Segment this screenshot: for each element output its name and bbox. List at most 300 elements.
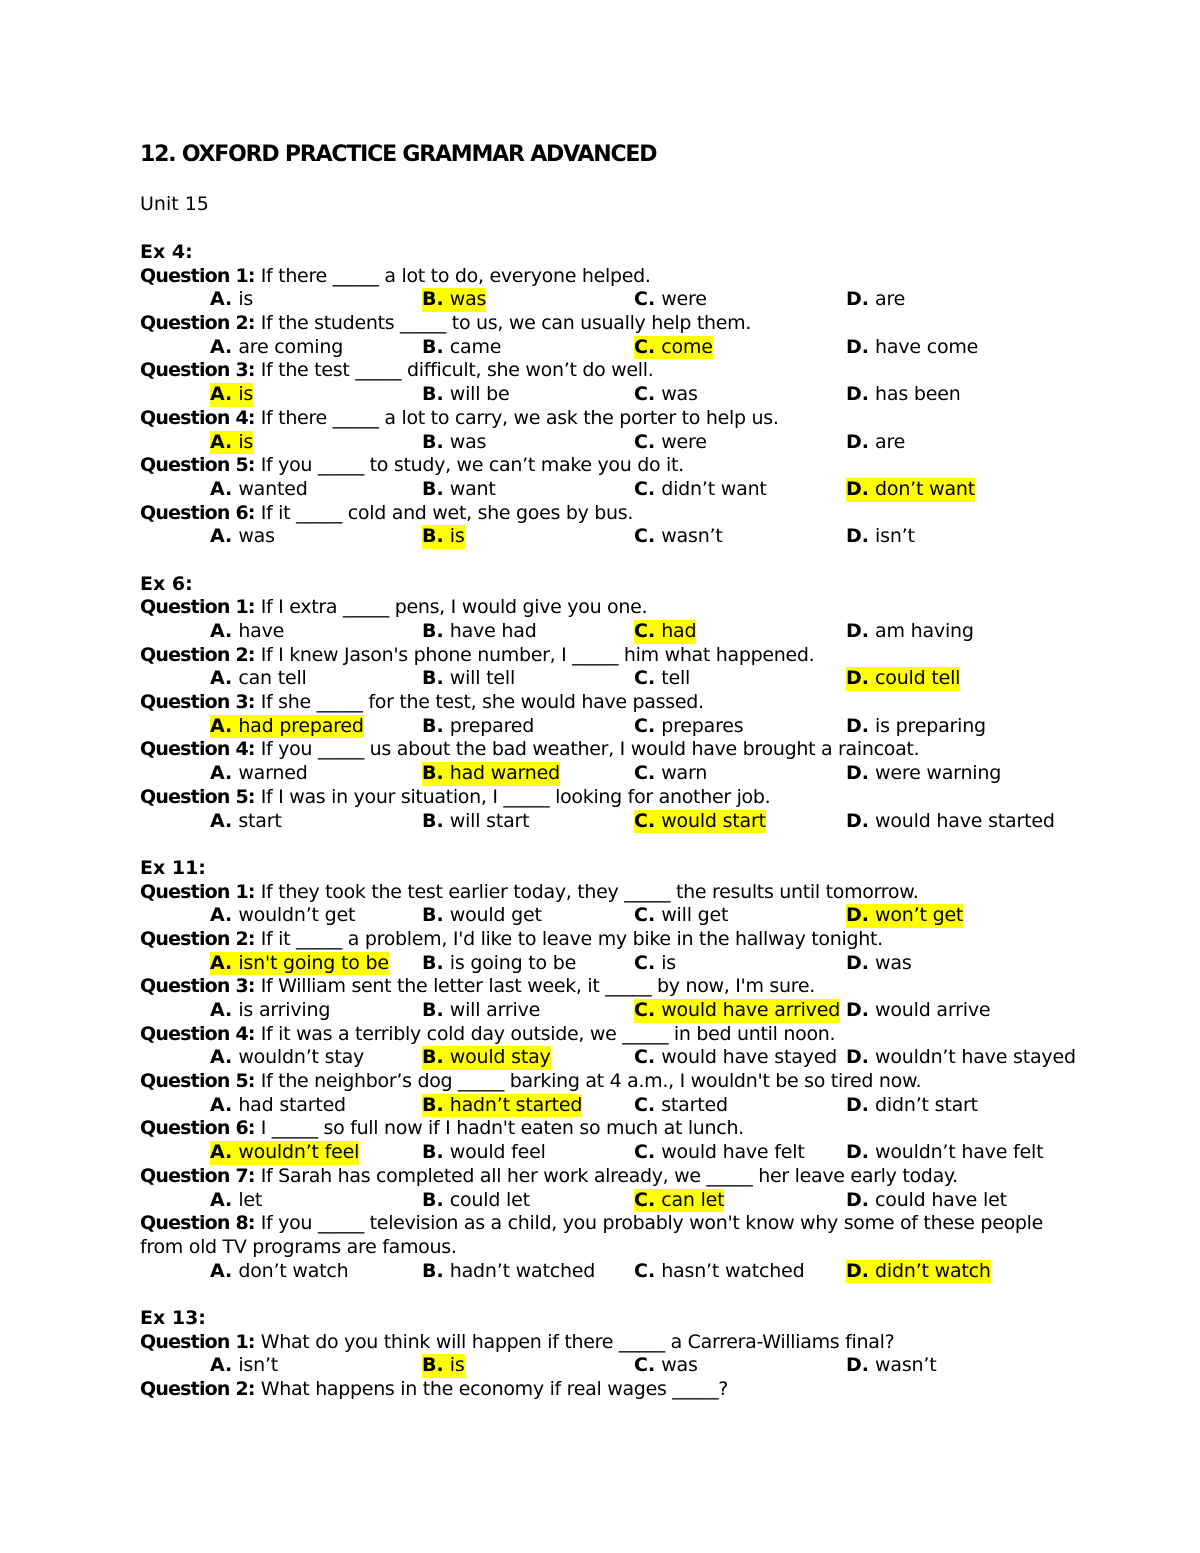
option-letter: C. bbox=[634, 1093, 656, 1116]
question-text: If she _____ for the test, she would have passed. bbox=[260, 691, 704, 714]
answer-option-correct bbox=[634, 810, 766, 834]
option-text: prepares bbox=[661, 714, 744, 737]
answer-option-correct bbox=[422, 1046, 551, 1070]
answer-options bbox=[140, 1189, 1060, 1213]
option-text: don’t want bbox=[875, 477, 975, 500]
answer-options bbox=[140, 525, 1060, 549]
question-label: Question 7: bbox=[140, 1164, 255, 1187]
option-letter: C. bbox=[634, 383, 656, 406]
option-letter: A. bbox=[210, 714, 233, 737]
exercise-label: Ex 4: bbox=[140, 241, 193, 263]
answer-option bbox=[846, 1046, 1076, 1070]
answer-option bbox=[422, 336, 501, 360]
answer-option bbox=[634, 762, 707, 786]
option-letter: B. bbox=[422, 1188, 444, 1211]
option-letter: B. bbox=[422, 809, 444, 832]
option-text: was bbox=[449, 288, 487, 311]
answer-option-correct bbox=[210, 715, 364, 739]
question-text: If the neighbor’s dog _____ barking at 4 a.m., I wouldn't be so tired now. bbox=[260, 1070, 922, 1093]
option-letter: C. bbox=[634, 951, 656, 974]
option-letter: D. bbox=[846, 1259, 869, 1282]
option-letter: A. bbox=[210, 1259, 233, 1282]
option-letter: A. bbox=[210, 667, 233, 690]
option-text: is bbox=[238, 383, 254, 406]
answer-option-correct bbox=[634, 999, 840, 1023]
question-text: If there _____ a lot to do, everyone helped. bbox=[260, 264, 651, 287]
answer-options bbox=[140, 715, 1060, 739]
option-text: will arrive bbox=[449, 999, 541, 1021]
question-stem bbox=[140, 786, 1060, 810]
answer-option bbox=[634, 288, 707, 312]
question-label: Question 5: bbox=[140, 454, 255, 477]
option-letter: A. bbox=[210, 1141, 233, 1164]
option-letter: D. bbox=[846, 430, 869, 453]
option-letter: D. bbox=[846, 951, 869, 974]
answer-option bbox=[210, 336, 343, 360]
answer-options bbox=[140, 1046, 1076, 1070]
answer-option bbox=[634, 478, 767, 502]
answer-option-correct bbox=[634, 336, 713, 360]
question-stem bbox=[140, 644, 1060, 668]
option-text: is preparing bbox=[875, 714, 986, 737]
answer-option bbox=[210, 1354, 278, 1378]
option-letter: B. bbox=[422, 288, 444, 311]
option-text: can let bbox=[661, 1188, 725, 1211]
option-letter: B. bbox=[422, 477, 444, 500]
answer-option bbox=[846, 431, 905, 455]
question-stem bbox=[140, 454, 1060, 478]
question-stem bbox=[140, 265, 1060, 289]
answer-option bbox=[422, 715, 534, 739]
answer-option bbox=[422, 383, 510, 407]
option-letter: B. bbox=[422, 1354, 444, 1377]
option-letter: A. bbox=[210, 999, 233, 1021]
option-letter: C. bbox=[634, 1046, 656, 1069]
option-text: could let bbox=[449, 1188, 530, 1211]
option-letter: A. bbox=[210, 1046, 233, 1069]
option-letter: A. bbox=[210, 620, 233, 642]
answer-options bbox=[140, 952, 1060, 976]
option-letter: C. bbox=[634, 288, 656, 311]
document-title: 12. OXFORD PRACTICE GRAMMAR ADVANCED bbox=[140, 142, 657, 167]
option-text: were bbox=[661, 430, 707, 453]
question-text: If it _____ cold and wet, she goes by bus. bbox=[260, 501, 634, 524]
option-letter: B. bbox=[422, 430, 444, 453]
answer-option bbox=[634, 667, 690, 691]
option-letter: B. bbox=[422, 335, 444, 358]
answer-option bbox=[210, 762, 308, 786]
option-letter: B. bbox=[422, 1093, 444, 1116]
option-text: could tell bbox=[875, 667, 961, 690]
answer-option-correct bbox=[210, 431, 253, 455]
option-text: is going to be bbox=[449, 951, 577, 974]
option-letter: B. bbox=[422, 714, 444, 737]
option-letter: B. bbox=[422, 383, 444, 406]
question-stem bbox=[140, 881, 1060, 905]
question-stem bbox=[140, 596, 1060, 620]
answer-option bbox=[210, 999, 330, 1023]
answer-option-correct bbox=[846, 667, 960, 691]
option-text: didn’t watch bbox=[875, 1259, 991, 1282]
option-text: has been bbox=[875, 383, 961, 406]
exercise-label: Ex 13: bbox=[140, 1306, 206, 1329]
option-letter: C. bbox=[634, 999, 656, 1021]
exercise-spacer bbox=[140, 549, 1060, 573]
option-text: are bbox=[875, 430, 906, 453]
question-label: Question 3: bbox=[140, 975, 255, 998]
answer-option bbox=[422, 478, 496, 502]
question-label: Question 3: bbox=[140, 359, 255, 382]
question-text: If they took the test earlier today, they _____ the results until tomorrow. bbox=[260, 880, 919, 903]
exercise-list bbox=[140, 241, 1076, 1402]
question-label: Question 5: bbox=[140, 785, 255, 808]
option-text: was bbox=[449, 430, 487, 453]
answer-options bbox=[140, 904, 1060, 928]
answer-option bbox=[846, 999, 990, 1023]
answer-option bbox=[210, 525, 275, 549]
option-text: wouldn’t stay bbox=[238, 1046, 365, 1069]
option-text: will be bbox=[449, 383, 510, 406]
question-stem bbox=[140, 1331, 1060, 1355]
option-letter: D. bbox=[846, 1093, 869, 1116]
answer-option bbox=[846, 336, 978, 360]
option-text: would have stayed bbox=[661, 1046, 838, 1069]
answer-option bbox=[634, 904, 728, 928]
answer-option-correct bbox=[846, 1260, 991, 1284]
question-stem bbox=[140, 1117, 1060, 1141]
option-letter: D. bbox=[846, 999, 869, 1021]
question-stem bbox=[140, 738, 1060, 762]
option-letter: C. bbox=[634, 1354, 656, 1377]
answer-option bbox=[634, 431, 707, 455]
answer-options bbox=[140, 999, 1060, 1023]
option-text: was bbox=[238, 525, 275, 548]
question-text: If you _____ to study, we can’t make you do it. bbox=[260, 454, 684, 477]
option-text: was bbox=[661, 1354, 698, 1377]
option-text: started bbox=[661, 1093, 728, 1116]
exercise-spacer bbox=[140, 833, 1060, 857]
option-text: isn't going to be bbox=[238, 951, 389, 974]
answer-option bbox=[634, 1094, 728, 1118]
answer-option bbox=[846, 810, 1055, 834]
option-text: wasn’t bbox=[661, 525, 723, 548]
option-text: isn’t bbox=[238, 1354, 279, 1377]
answer-option bbox=[422, 431, 486, 455]
question-text: What do you think will happen if there _____ a Carrera-Williams final? bbox=[260, 1330, 895, 1353]
option-letter: A. bbox=[210, 335, 233, 358]
option-letter: C. bbox=[634, 1259, 656, 1282]
question-label: Question 2: bbox=[140, 1378, 255, 1401]
option-letter: D. bbox=[846, 335, 869, 358]
answer-option bbox=[634, 1260, 804, 1284]
question-stem bbox=[140, 975, 1060, 999]
option-letter: D. bbox=[846, 762, 869, 785]
question-stem bbox=[140, 1165, 1060, 1189]
option-text: hasn’t watched bbox=[661, 1259, 805, 1282]
exercise-heading bbox=[140, 573, 1060, 597]
question-label: Question 2: bbox=[140, 927, 255, 950]
question-text: If it was a terribly cold day outside, we _____ in bed until noon. bbox=[260, 1022, 836, 1045]
answer-option bbox=[846, 525, 915, 549]
question-text: If the test _____ difficult, she won’t do well. bbox=[260, 359, 654, 382]
answer-option bbox=[422, 667, 515, 691]
option-letter: B. bbox=[422, 999, 444, 1021]
answer-option bbox=[422, 904, 542, 928]
option-letter: D. bbox=[846, 1141, 869, 1164]
question-label: Question 6: bbox=[140, 1117, 255, 1140]
option-letter: C. bbox=[634, 335, 656, 358]
question-stem bbox=[140, 1070, 1060, 1094]
option-text: was bbox=[875, 951, 912, 974]
option-text: came bbox=[449, 335, 502, 358]
option-text: start bbox=[238, 809, 282, 832]
option-letter: A. bbox=[210, 288, 233, 311]
answer-option bbox=[210, 904, 355, 928]
answer-option bbox=[422, 1141, 546, 1165]
option-letter: C. bbox=[634, 714, 656, 737]
option-letter: B. bbox=[422, 1046, 444, 1069]
option-text: will tell bbox=[449, 667, 516, 690]
answer-option bbox=[422, 952, 576, 976]
question-stem bbox=[140, 407, 1060, 431]
question-stem bbox=[140, 359, 1060, 383]
question-label: Question 2: bbox=[140, 312, 255, 335]
answer-option-correct bbox=[634, 620, 696, 644]
option-letter: B. bbox=[422, 525, 444, 548]
option-letter: D. bbox=[846, 525, 869, 548]
question-label: Question 4: bbox=[140, 738, 255, 761]
answer-option bbox=[210, 1189, 262, 1213]
question-text: If William sent the letter last week, it _____ by now, I'm sure. bbox=[260, 975, 815, 998]
option-letter: C. bbox=[634, 762, 656, 785]
option-letter: B. bbox=[422, 620, 444, 642]
option-text: hadn’t watched bbox=[449, 1259, 596, 1282]
answer-option bbox=[634, 952, 676, 976]
answer-option-correct bbox=[210, 383, 253, 407]
answer-options bbox=[140, 336, 1060, 360]
question-label: Question 3: bbox=[140, 691, 255, 714]
answer-option-correct bbox=[634, 1189, 724, 1213]
option-text: had warned bbox=[449, 762, 560, 785]
unit-heading: Unit 15 bbox=[140, 193, 209, 215]
question-text: What happens in the economy if real wages _____? bbox=[260, 1378, 729, 1401]
answer-option bbox=[634, 525, 723, 549]
option-letter: D. bbox=[846, 383, 869, 406]
option-letter: A. bbox=[210, 477, 233, 500]
option-letter: C. bbox=[634, 667, 656, 690]
answer-option bbox=[846, 952, 912, 976]
option-text: is bbox=[238, 288, 254, 311]
option-letter: C. bbox=[634, 477, 656, 500]
option-text: let bbox=[238, 1188, 263, 1211]
question-text: If I knew Jason's phone number, I _____ him what happened. bbox=[260, 643, 815, 666]
option-text: wouldn’t get bbox=[238, 904, 356, 927]
answer-options bbox=[140, 288, 1060, 312]
option-text: wanted bbox=[238, 477, 308, 500]
exercise-heading bbox=[140, 241, 1060, 265]
answer-option bbox=[422, 1260, 595, 1284]
question-stem bbox=[140, 928, 1060, 952]
answer-option bbox=[846, 620, 974, 644]
question-label: Question 8: bbox=[140, 1212, 255, 1235]
option-letter: A. bbox=[210, 525, 233, 548]
answer-option-correct bbox=[422, 1354, 465, 1378]
document-content bbox=[140, 140, 1076, 1402]
answer-option bbox=[846, 383, 961, 407]
question-label: Question 1: bbox=[140, 1330, 255, 1353]
question-text: If I was in your situation, I _____ looking for another job. bbox=[260, 785, 771, 808]
answer-options bbox=[140, 620, 1060, 644]
question-text: If there _____ a lot to carry, we ask the porter to help us. bbox=[260, 406, 779, 429]
option-text: will get bbox=[661, 904, 729, 927]
option-text: were bbox=[661, 288, 707, 311]
answer-option bbox=[846, 1354, 936, 1378]
question-text: If Sarah has completed all her work already, we _____ her leave early today. bbox=[260, 1164, 958, 1187]
answer-option bbox=[634, 715, 743, 739]
option-text: didn’t want bbox=[661, 477, 767, 500]
option-text: is bbox=[449, 525, 465, 548]
answer-option bbox=[210, 1094, 346, 1118]
option-text: were warning bbox=[875, 762, 1002, 785]
answer-option bbox=[846, 1189, 1007, 1213]
option-text: don’t watch bbox=[238, 1259, 349, 1282]
option-text: have bbox=[238, 620, 285, 642]
answer-options bbox=[140, 383, 1060, 407]
answer-option bbox=[846, 1094, 978, 1118]
answer-options bbox=[140, 431, 1060, 455]
answer-option bbox=[634, 1046, 837, 1070]
option-text: prepared bbox=[449, 714, 535, 737]
option-text: wasn’t bbox=[875, 1354, 937, 1377]
question-label: Question 1: bbox=[140, 596, 255, 619]
exercise-label: Ex 6: bbox=[140, 572, 193, 595]
answer-option-correct bbox=[422, 525, 465, 549]
option-letter: B. bbox=[422, 667, 444, 690]
option-letter: A. bbox=[210, 809, 233, 832]
option-letter: B. bbox=[422, 1259, 444, 1282]
option-text: wouldn’t feel bbox=[238, 1141, 360, 1164]
option-text: wouldn’t have felt bbox=[875, 1141, 1044, 1164]
option-letter: A. bbox=[210, 1188, 233, 1211]
option-text: is bbox=[661, 951, 676, 974]
option-text: isn’t bbox=[875, 525, 915, 548]
option-letter: D. bbox=[846, 667, 869, 690]
question-text: If you _____ us about the bad weather, I would have brought a raincoat. bbox=[260, 738, 920, 761]
option-text: have had bbox=[449, 620, 537, 642]
option-letter: A. bbox=[210, 430, 233, 453]
option-text: want bbox=[449, 477, 496, 500]
answer-options bbox=[140, 762, 1060, 786]
option-letter: A. bbox=[210, 951, 233, 974]
answer-option bbox=[634, 1141, 805, 1165]
question-label: Question 4: bbox=[140, 406, 255, 429]
option-letter: B. bbox=[422, 1141, 444, 1164]
question-stem bbox=[140, 691, 1060, 715]
answer-option bbox=[846, 288, 905, 312]
option-text: would arrive bbox=[875, 999, 991, 1021]
question-text: If I extra _____ pens, I would give you one. bbox=[260, 596, 648, 619]
answer-options bbox=[140, 1094, 1060, 1118]
exercise-heading bbox=[140, 857, 1060, 881]
option-text: will start bbox=[449, 809, 530, 832]
answer-option bbox=[210, 810, 282, 834]
option-letter: D. bbox=[846, 620, 869, 642]
option-text: are coming bbox=[238, 335, 344, 358]
answer-options bbox=[140, 1260, 1060, 1284]
option-text: would stay bbox=[449, 1046, 551, 1069]
option-text: would start bbox=[661, 809, 766, 832]
answer-option bbox=[422, 810, 529, 834]
option-letter: C. bbox=[634, 904, 656, 927]
answer-options bbox=[140, 478, 1060, 502]
answer-option-correct bbox=[210, 1141, 359, 1165]
answer-option bbox=[846, 1141, 1043, 1165]
option-text: would feel bbox=[449, 1141, 546, 1164]
option-letter: D. bbox=[846, 1046, 869, 1069]
option-text: is bbox=[449, 1354, 465, 1377]
option-text: is bbox=[238, 430, 254, 453]
option-letter: A. bbox=[210, 1354, 233, 1377]
answer-option-correct bbox=[846, 904, 963, 928]
option-letter: B. bbox=[422, 904, 444, 927]
option-text: warned bbox=[238, 762, 308, 785]
exercise-spacer bbox=[140, 1283, 1060, 1307]
question-label: Question 6: bbox=[140, 501, 255, 524]
option-text: are bbox=[875, 288, 906, 311]
option-letter: D. bbox=[846, 714, 869, 737]
question-text: If you _____ television as a child, you probably won't know why some of these people from old TV programs are famous. bbox=[140, 1212, 1044, 1258]
answer-option bbox=[422, 999, 540, 1023]
answer-option bbox=[210, 1260, 349, 1284]
answer-option-correct bbox=[846, 478, 975, 502]
option-letter: D. bbox=[846, 1354, 869, 1377]
option-text: would have arrived bbox=[661, 999, 841, 1021]
answer-option bbox=[210, 1046, 364, 1070]
option-letter: A. bbox=[210, 1093, 233, 1116]
option-text: had started bbox=[238, 1093, 346, 1116]
option-letter: C. bbox=[634, 430, 656, 453]
question-stem bbox=[140, 312, 1060, 336]
option-text: warn bbox=[661, 762, 708, 785]
question-label: Question 5: bbox=[140, 1070, 255, 1093]
option-text: would have started bbox=[875, 809, 1055, 832]
option-text: could have let bbox=[875, 1188, 1007, 1211]
option-text: can tell bbox=[238, 667, 307, 690]
option-letter: A. bbox=[210, 762, 233, 785]
option-text: wouldn’t have stayed bbox=[875, 1046, 1076, 1069]
question-stem bbox=[140, 1212, 1060, 1259]
option-letter: C. bbox=[634, 1141, 656, 1164]
option-text: come bbox=[661, 335, 713, 358]
option-text: would get bbox=[449, 904, 542, 927]
option-letter: D. bbox=[846, 477, 869, 500]
option-letter: A. bbox=[210, 383, 233, 406]
question-text: I _____ so full now if I hadn't eaten so much at lunch. bbox=[260, 1117, 744, 1140]
answer-option-correct bbox=[422, 288, 486, 312]
question-label: Question 4: bbox=[140, 1022, 255, 1045]
option-letter: B. bbox=[422, 951, 444, 974]
answer-options bbox=[140, 1354, 1060, 1378]
question-text: If it _____ a problem, I'd like to leave my bike in the hallway tonight. bbox=[260, 927, 883, 950]
exercise-label: Ex 11: bbox=[140, 856, 206, 879]
option-letter: D. bbox=[846, 809, 869, 832]
option-letter: D. bbox=[846, 1188, 869, 1211]
answer-option bbox=[210, 478, 308, 502]
option-text: is arriving bbox=[238, 999, 331, 1021]
answer-option bbox=[634, 1354, 698, 1378]
option-text: have come bbox=[875, 335, 979, 358]
answer-options bbox=[140, 810, 1060, 834]
